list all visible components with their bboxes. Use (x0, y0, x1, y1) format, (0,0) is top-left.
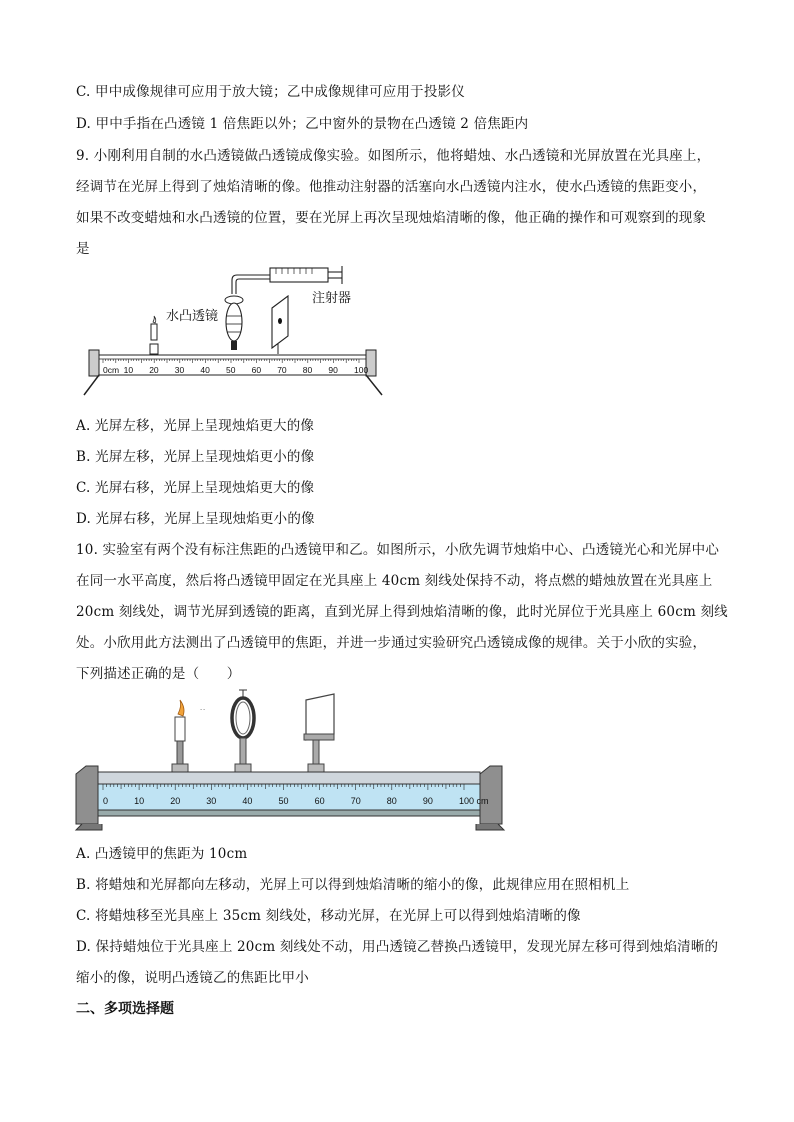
q9-stem-line-4: 是 (76, 241, 90, 257)
q9-option-c: C. 光屏右移，光屏上呈现烛焰更大的像 (76, 480, 315, 496)
section-heading-multiple-choice: 二、多项选择题 (76, 1001, 174, 1017)
q10-option-a: A. 凸透镜甲的焦距为 10cm (76, 846, 248, 862)
ruler-tick-label: 100 (354, 365, 369, 375)
ruler-tick-label: 0 (103, 796, 109, 806)
q10-option-d-line-2: 缩小的像，说明凸透镜乙的焦距比甲小 (76, 970, 309, 986)
candle (172, 700, 188, 774)
ruler-tick-label: 50 (226, 365, 236, 375)
light-screen (304, 694, 334, 774)
q9-option-a: A. 光屏左移，光屏上呈现烛焰更大的像 (76, 418, 315, 434)
ruler-tick-label: 20 (149, 365, 159, 375)
ruler-tick-label: 70 (277, 365, 287, 375)
ruler-tick-label: 10 (134, 796, 145, 806)
ruler-tick-label: 60 (314, 796, 325, 806)
flame-spark-mark: ˙˙ (200, 708, 206, 718)
light-screen (272, 296, 288, 354)
q10-option-c: C. 将蜡烛移至光具座上 35cm 刻线处，移动光屏，在光屏上可以得到烛焰清晰的像 (76, 908, 581, 924)
ruler-tick-label: 30 (206, 796, 217, 806)
ruler-tick-label: 40 (200, 365, 210, 375)
water-lens (226, 303, 242, 350)
q10-stem-line-1: 10. 实验室有两个没有标注焦距的凸透镜甲和乙。如图所示，小欣先调节烛焰中心、凸透镜光心和光屏中心 (76, 542, 720, 558)
q10-option-d-line-1: D. 保持蜡烛位于光具座上 20cm 刻线处不动，用凸透镜乙替换凸透镜甲，发现光屏左移可得到烛焰清晰的 (76, 939, 719, 955)
ruler-tick-label: 30 (174, 365, 185, 375)
q9-stem-line-3: 如果不改变蜡烛和水凸透镜的位置，要在光屏上再次呈现烛焰清晰的像，他正确的操作和可观察到的现象 (76, 210, 707, 226)
ruler-tick-label: 60 (251, 365, 262, 375)
q9-optical-bench-figure (72, 258, 402, 400)
ruler-tick-label: 20 (170, 796, 181, 806)
q10-stem-line-2: 在同一水平高度，然后将凸透镜甲固定在光具座上 40cm 刻线处保持不动，将点燃的蜡烛放置在光具座上 (76, 573, 713, 589)
ruler-tick-label: 80 (302, 365, 313, 375)
syringe-label: 注射器 (312, 290, 352, 305)
q9-option-d: D. 光屏右移，光屏上呈现烛焰更小的像 (76, 511, 315, 527)
q10-optical-bench-figure (72, 686, 518, 832)
ruler-tick-label: 90 (422, 796, 433, 806)
q9-stem-line-2: 经调节在光屏上得到了烛焰清晰的像。他推动注射器的活塞向水凸透镜内注水，使水凸透镜的焦距变小， (76, 179, 707, 195)
q10-stem-line-3: 20cm 刻线处，调节光屏到透镜的距离，直到光屏上得到烛焰清晰的像，此时光屏位于光具座上 60cm 刻线 (76, 604, 728, 620)
ruler-tick-label: 40 (242, 796, 253, 806)
q8-option-d: D. 甲中手指在凸透镜 1 倍焦距以外；乙中窗外的景物在凸透镜 2 倍焦距内 (76, 116, 529, 132)
candle (150, 316, 158, 354)
ruler-tick-label: 90 (328, 365, 338, 375)
q10-stem-line-4: 处。小欣用此方法测出了凸透镜甲的焦距，并进一步通过实验研究凸透镜成像的规律。关于小欣的实验， (76, 635, 707, 651)
q9-option-b: B. 光屏左移，光屏上呈现烛焰更小的像 (76, 449, 315, 465)
ruler-tick-label: 10 (123, 365, 134, 375)
ruler-tick-label: 100 cm (459, 796, 489, 806)
q10-stem-line-5: 下列描述正确的是（ ） (76, 666, 241, 682)
water-lens-label: 水凸透镜 (166, 308, 219, 323)
ruler-tick-label: 80 (386, 796, 397, 806)
convex-lens (232, 690, 254, 774)
q9-stem-line-1: 9. 小刚利用自制的水凸透镜做凸透镜成像实验。如图所示，他将蜡烛、水凸透镜和光屏放置在光具座上， (76, 148, 711, 164)
q8-option-c: C. 甲中成像规律可应用于放大镜；乙中成像规律可应用于投影仪 (76, 84, 465, 100)
ruler-tick-label: 50 (278, 796, 289, 806)
q10-option-b: B. 将蜡烛和光屏都向左移动，光屏上可以得到烛焰清晰的缩小的像，此规律应用在照相机上 (76, 877, 630, 893)
ruler-tick-label: 70 (350, 796, 361, 806)
ruler-tick-label: 0cm (103, 365, 120, 375)
